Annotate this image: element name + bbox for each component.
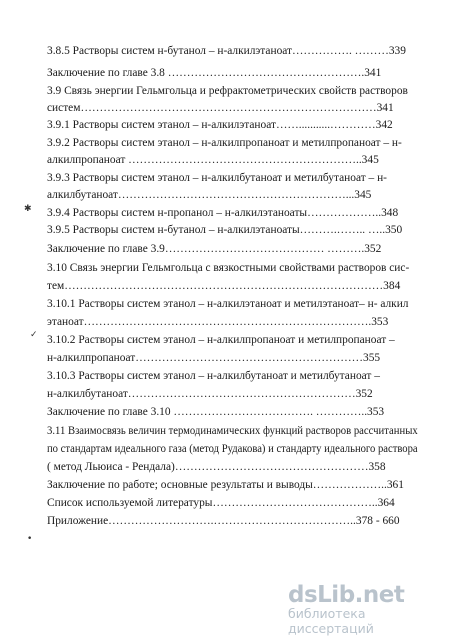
toc-line: н-алкилпропаноат……………………………………………………355	[47, 352, 381, 364]
toc-line: 3.10.2 Растворы систем этанол – н-алкилпропаноат и метилпропаноат –	[47, 334, 395, 346]
toc-line: 3.9.5 Растворы систем н-бутанол – н-алкилэтаноаты……….…….. …..350	[47, 224, 403, 236]
toc-line: 3.9.4 Растворы систем н-пропанол – н-алкилэтаноаты………………..348	[47, 207, 399, 219]
toc-line: 3.9.3 Растворы систем этанол – н-алкилбутаноат и метилбутаноат – н-	[47, 172, 387, 184]
watermark-subtitle: библиотека диссертаций	[288, 606, 374, 636]
toc-line: 3.9.1 Растворы систем этанол – н-алкилэтаноат……...........…………342	[47, 119, 393, 131]
toc-line: 3.9 Связь энергии Гельмгольца и рефрактометрических свойств растворов	[47, 85, 408, 97]
toc-line: 3.10.1 Растворы систем этанол – н-алкилэтаноат и метилэтаноат– н- алкил	[47, 298, 409, 310]
toc-line: этаноат………………………………………………………………….353	[47, 316, 389, 328]
toc-line: ( метод Льюиса - Рендала)……………………………………………358	[47, 461, 386, 473]
toc-line: систем……………………………………………………………………341	[47, 102, 394, 114]
scan-speck: •	[27, 534, 33, 544]
toc-line: Заключение по работе; основные результаты и выводы………………..361	[47, 479, 404, 491]
scan-speck: ✱	[24, 204, 32, 214]
toc-line: Заключение по главе 3.8 …………………………………………….341	[47, 67, 382, 79]
toc-line: Заключение по главе 3.9…………………………………… ……….352	[47, 243, 382, 255]
toc-line: 3.10 Связь энергии Гельмгольца с вязкостными свойствами растворов сис-	[47, 262, 410, 274]
toc-line: по стандартам идеального газа (метод Рудакова) и стандарту идеального раствора	[47, 443, 418, 455]
toc-line: 3.10.3 Растворы систем этанол – н-алкилбутаноат и метилбутаноат –	[47, 370, 380, 382]
toc-line: 3.8.5 Растворы систем н-бутанол – н-алкилэтаноат……………. ………339	[47, 45, 406, 57]
toc-line: алкилпропаноат ……………………………………………………..345	[47, 154, 379, 166]
toc-line: н-алкилбутаноат……………………………………………………352	[47, 388, 373, 400]
watermark	[288, 582, 448, 636]
toc-line: 3.11 Взаимосвязь величин термодинамических функций растворов рассчитанных	[47, 425, 418, 437]
scan-speck: ✓	[30, 330, 38, 340]
toc-line: 3.9.2 Растворы систем этанол – н-алкилпропаноат и метилпропаноат – н-	[47, 137, 402, 149]
toc-line: Заключение по главе 3.10 ………………………………. …………..353	[47, 406, 385, 418]
toc-line: алкилбутаноат……………………………………………………...345	[47, 189, 372, 201]
watermark-logo: dsLib.net	[288, 582, 405, 608]
toc-line: тем…………………………………………………………………………384	[47, 280, 401, 292]
toc-line: Список используемой литературы……………………………………..364	[47, 497, 395, 509]
toc-line: Приложение……………………….………………………………..378 - 660	[47, 515, 400, 527]
